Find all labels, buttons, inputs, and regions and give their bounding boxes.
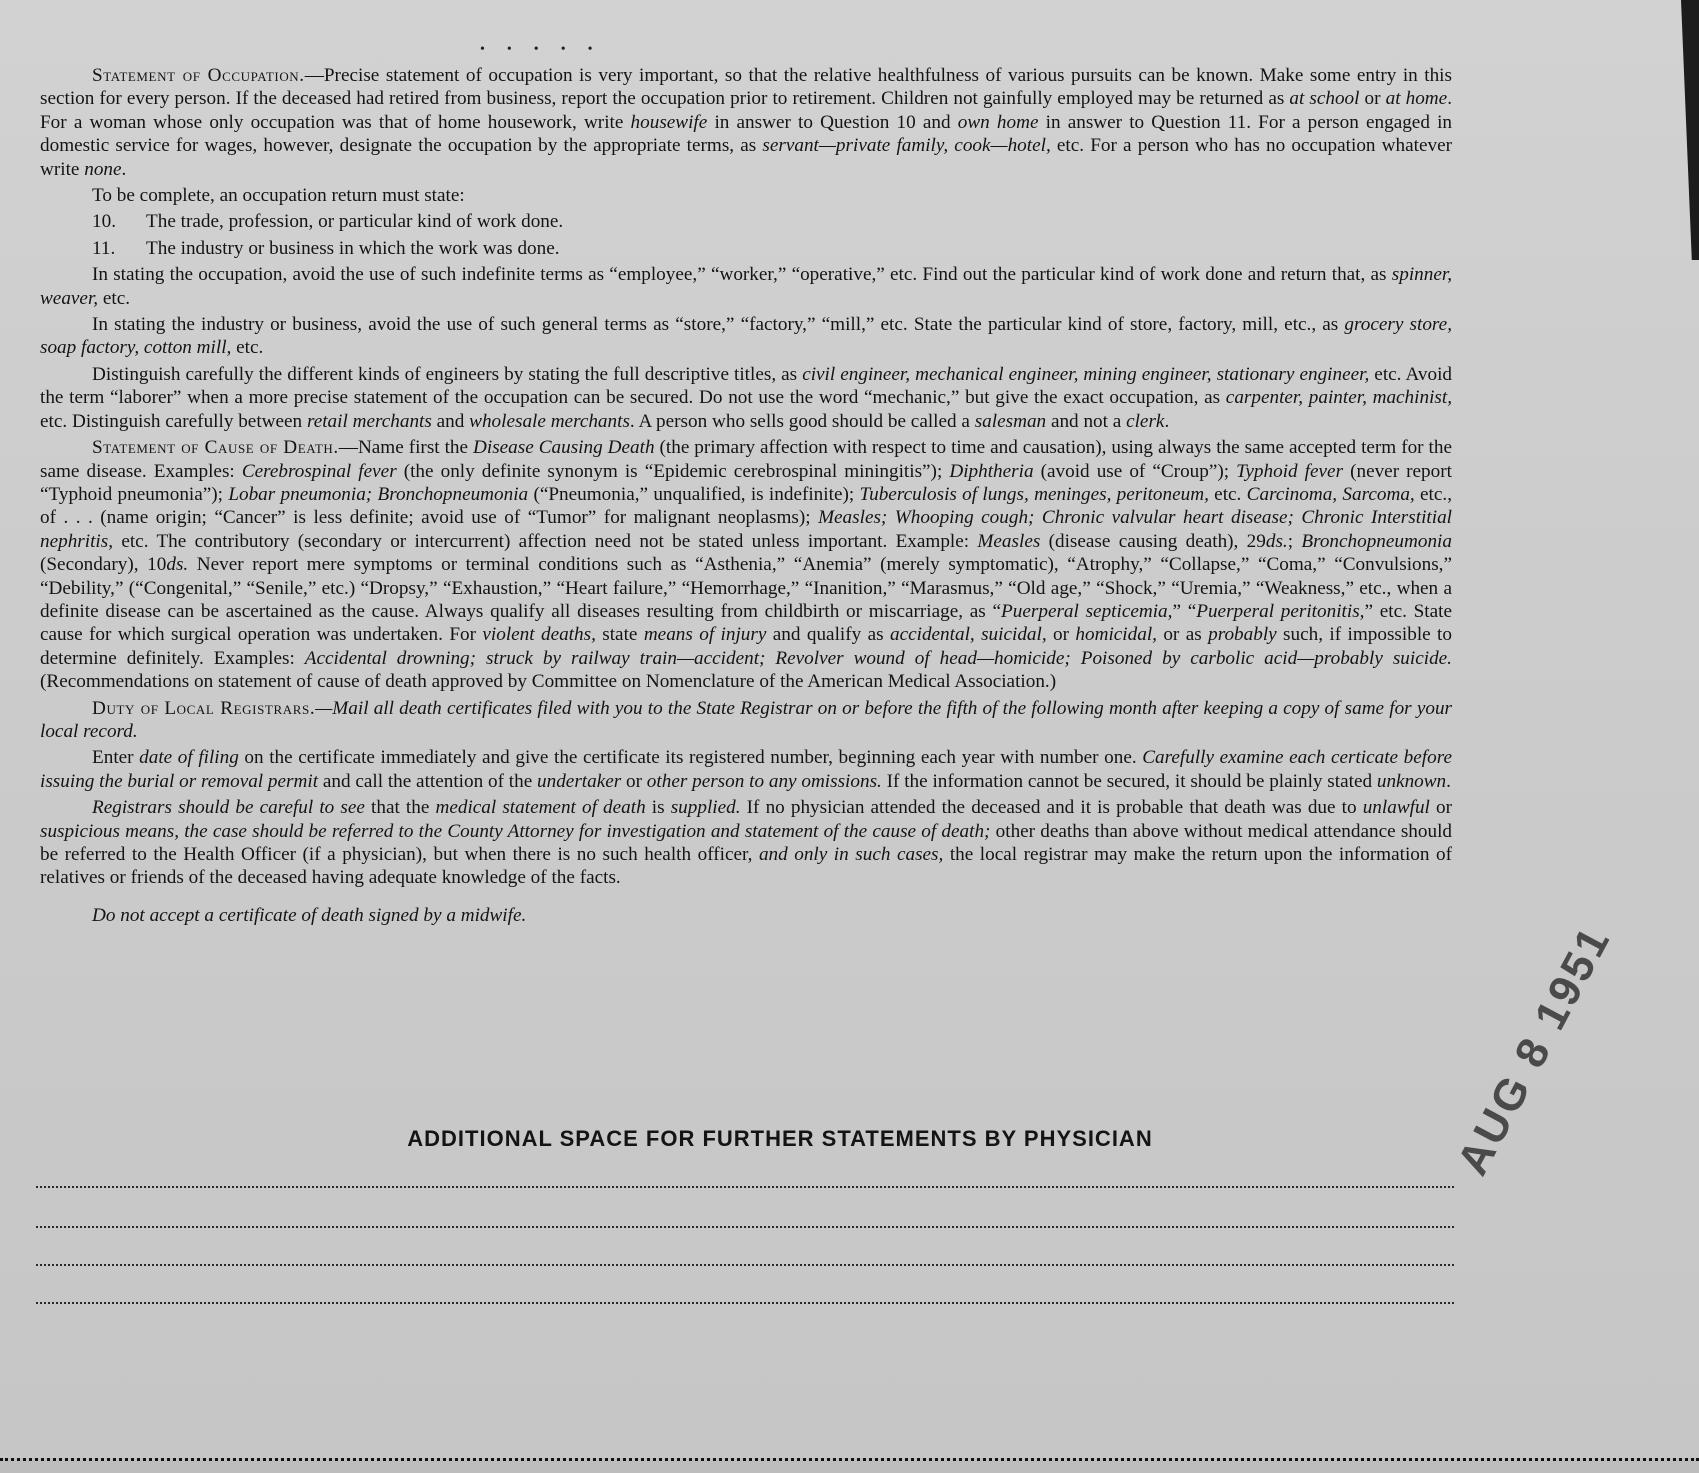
cause-of-death-paragraph: Statement of Cause of Death.—Name first the Disease Causing Death (the primary affection with respect to time and causation), using always the same accepted term for the same disease. Examples: Cerebrospinal fever (the only definite synonym is “Epidemic cerebrospinal miningitis”); Diphtheria (avoid use of “Croup”); Typhoid fever (never report “Typhoid pneumonia”); Lobar pneumonia; Bronchopneumonia (“Pneumonia,” unqualified, is indefinite); Tuberculosis of lungs, meninges, peritoneum, etc. Carcinoma, Sarcoma, etc., of . . . (name origin; “Cancer” is less definite; avoid use of “Tumor” for malignant neoplasms); Measles; Whooping cough; Chronic valvular heart disease; Chronic Interstitial nephritis, etc. The contributory (secondary or intercurrent) affection need not be stated unless important. Example: Measles (disease causing death), 29ds.; Bronchopneumonia (Secondary), 10ds. Never report mere symptoms or terminal conditions such as “Asthenia,” “Anemia” (merely symptomatic), “Atrophy,” “Collapse,” “Coma,” “Convulsions,” “Debility,” (“Congenital,” “Senile,” etc.) “Dropsy,” “Exhaustion,” “Heart failure,” “Hemorrhage,” “Inanition,” “Marasmus,” “Old age,” “Shock,” “Uremia,” “Weakness,” etc., when a definite disease can be ascertained as the cause. Always qualify all diseases resulting from childbirth or miscarriage, as “Puerperal septicemia,” “Puerperal peritonitis,” etc. State cause for which surgical operation was undertaken. For violent deaths, state means of injury and qualify as accidental, suicidal, or homicidal, or as probably such, if impossible to determine definitely. Examples: Accidental drowning; struck by railway train—accident; Revolver wound of head—homicide; Poisoned by carbolic acid—probably suicide. (Recommendations on statement of cause of death approved by Committee on Nomenclature of the American Medical Association.) bbox=[40, 437, 1452, 693]
occupation-heading: Statement of Occupation. bbox=[92, 65, 305, 86]
folded-corner bbox=[1681, 0, 1699, 260]
statement-line-4[interactable] bbox=[36, 1302, 1454, 1304]
perforated-edge bbox=[0, 1458, 1699, 1473]
filing-paragraph: Enter date of filing on the certificate immediately and give the certificate its registered number, beginning each year with number one. Carefully examine each certicate before issuing the burial or removal permit and call the attention of the undertaker or other person to any omissions. If the information cannot be secured, it should be plainly stated unknown. bbox=[40, 747, 1452, 792]
ink-specks: ••••• bbox=[480, 42, 615, 57]
occupation-indefinite-paragraph: In stating the occupation, avoid the use of such indefinite terms as “employee,” “worker,” “operative,” etc. Find out the particular kind of work done and return that, as spinner, weaver, etc. bbox=[40, 264, 1452, 309]
statement-line-1[interactable] bbox=[36, 1186, 1454, 1188]
industry-paragraph: In stating the industry or business, avoid the use of such general terms as “store,” “factory,” “mill,” etc. State the particular kind of store, factory, mill, etc., as grocery store, soap factory, cotton mill, etc. bbox=[40, 314, 1452, 359]
instructions-text bbox=[40, 64, 1452, 927]
occupation-paragraph: Statement of Occupation.—Precise statement of occupation is very important, so that the relative healthfulness of various pursuits can be known. Make some entry in this section for every person. If the deceased had retired from business, report the occupation prior to retirement. Children not gainfully employed may be returned as at school or at home. For a woman whose only occupation was that of home housework, write housewife in answer to Question 10 and own home in answer to Question 11. For a person engaged in domestic service for wages, however, designate the occupation by the appropriate terms, as servant—private family, cook—hotel, etc. For a person who has no occupation whatever write none. bbox=[40, 65, 1452, 180]
duty-heading: Duty of Local Registrars. bbox=[92, 697, 316, 719]
date-received-stamp: AUG 8 1951 bbox=[1448, 917, 1621, 1184]
item-10: 10. The trade, profession, or particular kind of work done. bbox=[92, 211, 564, 233]
cause-heading: Statement of Cause of Death. bbox=[92, 437, 339, 459]
statement-line-2[interactable] bbox=[36, 1226, 1454, 1228]
midwife-notice: Do not accept a certificate of death signed by a midwife. bbox=[92, 904, 527, 926]
complete-intro: To be complete, an occupation return must state: bbox=[92, 185, 465, 207]
item-11: 11. The industry or business in which the work was done. bbox=[92, 237, 560, 259]
registrars-paragraph: Registrars should be careful to see that the medical statement of death is supplied. If no physician attended the deceased and it is probable that death was due to unlawful or suspicious means, the case should be referred to the County Attorney for investigation and statement of the cause of death; other deaths than above without medical attendance should be referred to the Health Officer (if a physician), but when there is no such health officer, and only in such cases, the local registrar may make the return upon the information of relatives or friends of the deceased having adequate knowledge of the facts. bbox=[40, 797, 1452, 889]
additional-space-title: ADDITIONAL SPACE FOR FURTHER STATEMENTS BY PHYSICIAN bbox=[407, 1126, 1153, 1151]
engineers-paragraph: Distinguish carefully the different kinds of engineers by stating the full descriptive titles, as civil engineer, mechanical engineer, mining engineer, stationary engineer, etc. Avoid the term “laborer” when a more precise statement of the occupation can be secured. Do not use the word “mechanic,” but give the exact occupation, as carpenter, painter, machinist, etc. Distinguish carefully between retail merchants and wholesale merchants. A person who sells good should be called a salesman and not a clerk. bbox=[40, 363, 1452, 432]
duty-paragraph: Duty of Local Registrars.—Mail all death certificates filed with you to the State Registrar on or before the fifth of the following month after keeping a copy of same for your local record. bbox=[40, 697, 1453, 742]
statement-line-3[interactable] bbox=[36, 1264, 1454, 1266]
